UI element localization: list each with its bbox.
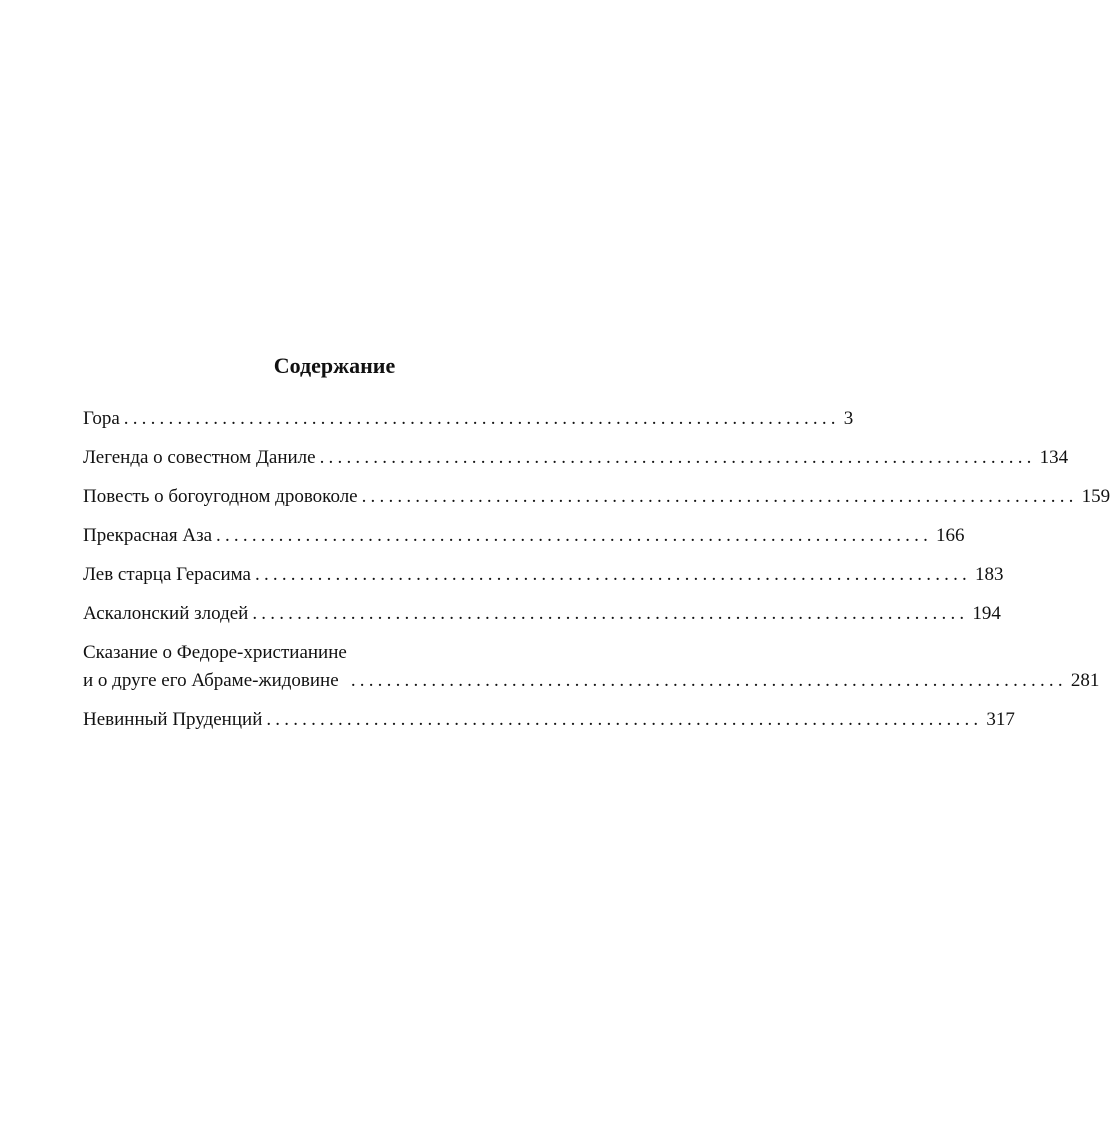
toc-entry-title: Повесть о богоугодном дровоколе <box>83 486 358 507</box>
toc-entry[interactable] <box>83 522 965 550</box>
toc-entry-title: Невинный Пруденций <box>83 709 263 730</box>
toc-entry-title: Легенда о совестном Даниле <box>83 447 316 468</box>
toc-entry-page: 134 <box>1039 447 1069 468</box>
leader-dots: ................................................................................ <box>123 408 840 429</box>
toc-entry-page: 183 <box>975 564 1004 585</box>
leader-dots: ................................................................................ <box>255 564 971 585</box>
toc-entry[interactable] <box>83 600 1001 628</box>
toc-entry-title: Прекрасная Аза <box>83 525 213 546</box>
toc-entry-page: 3 <box>843 408 854 429</box>
leader-dots: ................................................................................ <box>216 525 933 546</box>
leader-dots: ................................................................................ <box>319 447 1036 468</box>
leader-dots: ................................................................................ <box>350 670 1067 691</box>
toc-entry[interactable] <box>83 561 1004 589</box>
toc-entry-title: Сказание о Федоре-христианине и о друге его Абраме-жидовине <box>83 642 347 691</box>
toc-entry-page: 159 <box>1081 486 1110 507</box>
toc-entry-title: Лев старца Герасима <box>83 564 251 585</box>
toc-entry-title: Аскалонский злодей <box>83 603 249 624</box>
toc-entry-page: 194 <box>972 603 1001 624</box>
toc-entry[interactable] <box>83 483 1110 511</box>
toc-entry[interactable] <box>83 444 1069 472</box>
toc-entry[interactable] <box>83 405 854 433</box>
table-of-contents <box>83 405 1110 745</box>
leader-dots: ................................................................................ <box>252 603 969 624</box>
toc-entry[interactable] <box>83 706 1015 734</box>
toc-entry-page: 166 <box>936 525 965 546</box>
leader-dots: ................................................................................ <box>361 486 1078 507</box>
page-title: Содержание <box>273 353 396 378</box>
leader-dots: ................................................................................ <box>266 709 983 730</box>
toc-entry-page: 281 <box>1070 670 1100 691</box>
toc-entry-page: 317 <box>986 709 1015 730</box>
toc-entry[interactable] <box>83 639 1100 695</box>
toc-entry-title: Гора <box>83 408 120 429</box>
